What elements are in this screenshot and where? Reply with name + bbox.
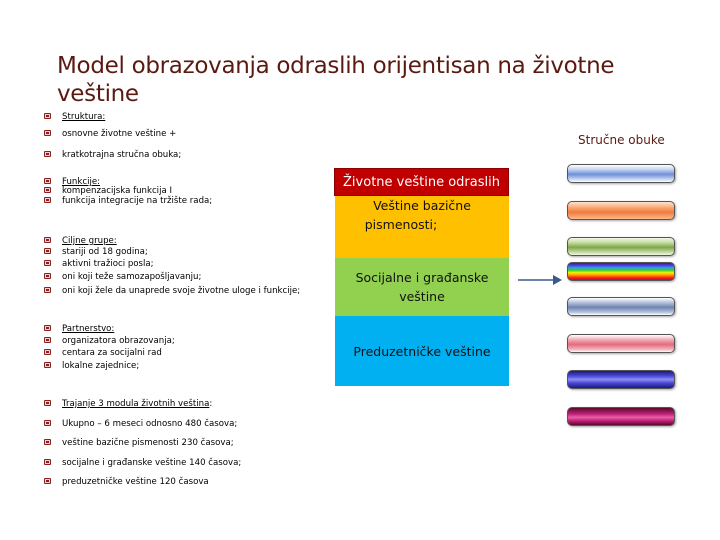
life-skills-header: Životne veštine odraslih	[334, 168, 509, 196]
entrepreneurial-box	[335, 316, 509, 386]
bullet-icon	[44, 325, 51, 331]
vocational-bar-8	[567, 407, 675, 426]
arrow-right-icon	[517, 272, 563, 288]
vocational-title: Stručne obuke	[578, 133, 665, 147]
bullet-icon	[44, 197, 51, 203]
vocational-bar-7	[567, 370, 675, 389]
vocational-bar-2	[567, 201, 675, 220]
bullet-icon	[44, 178, 51, 184]
bullet-icon	[44, 362, 51, 368]
bullet-icon	[44, 237, 51, 243]
bullet-icon	[44, 420, 51, 426]
vocational-bar-4	[567, 262, 675, 281]
bullet-icon	[44, 287, 51, 293]
bullet-icon	[44, 478, 51, 484]
social-civic-box	[335, 258, 509, 316]
bullet-icon	[44, 400, 51, 406]
vocational-bar-3	[567, 237, 675, 256]
vocational-bar-5	[567, 297, 675, 316]
bullet-icon	[44, 151, 51, 157]
bullet-icon	[44, 248, 51, 254]
basic-literacy-label: Veštine bazične pismenosti;	[364, 198, 471, 232]
bullet-icon	[44, 439, 51, 445]
entrepreneurial-label: Preduzetničke veštine	[353, 343, 491, 359]
basic-literacy-box	[335, 196, 509, 258]
bullet-icon	[44, 337, 51, 343]
bullet-icon	[44, 349, 51, 355]
vocational-bar-6	[567, 334, 675, 353]
bullet-icon	[44, 260, 51, 266]
bullet-icon	[44, 273, 51, 279]
bullet-icon	[44, 187, 51, 193]
page-title: Model obrazovanja odraslih orijentisan na životne veštine	[57, 53, 615, 107]
bullet-icon	[44, 113, 51, 119]
social-civic-label: Socijalne i građanske veštine	[355, 270, 489, 304]
bullet-icon	[44, 459, 51, 465]
vocational-bar-1	[567, 164, 675, 183]
bullet-icon	[44, 130, 51, 136]
